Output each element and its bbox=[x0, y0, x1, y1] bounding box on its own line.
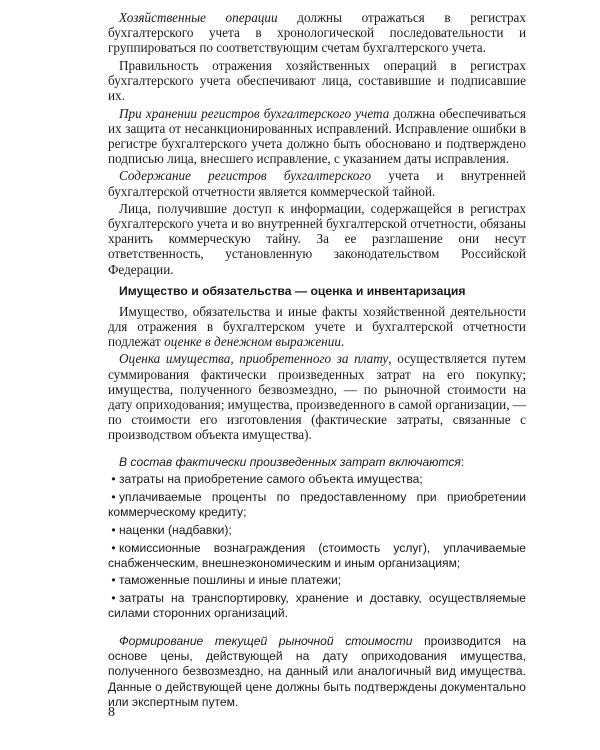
list-item bbox=[108, 472, 526, 487]
paragraph-4-text: учета и внутренней бухгалтерской отчетности является коммерческой тайной. bbox=[108, 168, 526, 199]
paragraph-1-em: Хозяйственные операции bbox=[119, 10, 278, 25]
list-item bbox=[108, 573, 526, 588]
paragraph-5-text: Лица, получившие доступ к информации, содержащейся в регистрах бухгалтерского учета и во внутренней бухгалтерской отчетности, обязаны хранить коммерческую тайну. За ее разглашение они несут ответственность, установленную законодательством Российской Федерации. bbox=[108, 201, 526, 277]
bullet-icon: • bbox=[111, 573, 116, 588]
list-item-text: таможенные пошлины и иные платежи; bbox=[119, 573, 342, 588]
list-item bbox=[108, 541, 526, 571]
list-intro-em: В состав фактически произведенных затрат включаются bbox=[119, 454, 461, 469]
cost-list bbox=[108, 472, 526, 621]
list-item-text: комиссионные вознаграждения (стоимость услуг), уплачиваемые снабженческим, внешнеэкономическим и иным организациям; bbox=[108, 540, 526, 570]
bullet-icon: • bbox=[111, 540, 116, 555]
paragraph-2-text: Правильность отражения хозяйственных операций в регистрах бухгалтерского учета обеспечивают лица, составившие и подписавшие их. bbox=[108, 57, 526, 103]
paragraph-6-end: . bbox=[340, 333, 345, 349]
list-item bbox=[108, 523, 526, 538]
bullet-icon: • bbox=[111, 489, 116, 504]
paragraph-3-text: должна обеспечиваться их защита от несанкционированных исправлений. Исправление ошибки в регистре бухгалтерского учета должно быть обосновано и подтверждено подписью лица, внесшего исправление, с указанием даты исправления. bbox=[108, 105, 526, 166]
list-item-text: уплачиваемые проценты по предоставленному при приобретении коммерческому кредиту; bbox=[108, 489, 526, 520]
paragraph-4 bbox=[108, 168, 526, 198]
paragraph-1 bbox=[108, 10, 526, 55]
paragraph-4-em: Содержание регистров бухгалтерского bbox=[119, 168, 372, 184]
page-text bbox=[108, 10, 526, 713]
bullet-icon: • bbox=[111, 591, 116, 606]
paragraph-6-em: оценке в денежном выражении bbox=[164, 333, 341, 349]
list-intro bbox=[108, 455, 526, 470]
bullet-icon: • bbox=[111, 472, 116, 487]
paragraph-6 bbox=[108, 304, 526, 349]
section-heading: Имущество и обязательства — оценка и инвентаризация bbox=[119, 283, 466, 298]
list-item bbox=[108, 591, 526, 621]
list-item-text: наценки (надбавки); bbox=[119, 522, 232, 537]
paragraph-7-text: , осуществляется путем суммирования фактически произведенных затрат на его покупку; имущества, полученного безвозмездно, — по рыночной стоимости на дату оприходования; имущества, произведенного в самой организации, — по стоимости его изготовления (фактические затраты, связанные с производством объекта имущества). bbox=[108, 351, 526, 442]
paragraph-final bbox=[108, 634, 526, 710]
paragraph-5 bbox=[108, 201, 526, 276]
cost-list-block bbox=[108, 455, 526, 711]
paragraph-final-em: Формирование текущей рыночной стоимости bbox=[119, 634, 413, 649]
page-number: 8 bbox=[108, 705, 115, 720]
list-item-text: затраты на транспортировку, хранение и доставку, осуществляемые силами сторонних организаций. bbox=[108, 591, 526, 621]
spacer bbox=[108, 624, 526, 634]
paragraph-2 bbox=[108, 58, 526, 103]
paragraph-3-em: При хранении регистров бухгалтерского учета bbox=[119, 105, 390, 121]
bullet-icon: • bbox=[111, 522, 116, 537]
list-intro-end: : bbox=[460, 454, 465, 469]
paragraph-6-text: Имущество, обязательства и иные факты хозяйственной деятельности для отражения в бухгалтерском учете и бухгалтерской отчетности подлежат bbox=[108, 303, 526, 349]
paragraph-1-text: должны отражаться в регистрах бухгалтерского учета в хронологической последовательности и группироваться по соответствующим счетам бухгалтерского учета. bbox=[108, 10, 526, 56]
paragraph-final-text: производится на основе цены, действующей на дату оприходования имущества, полученного безвозмездно, на данный или аналогичный вид имущества. Данные о действующей цене должны быть подтверждены документально или экспертным путем. bbox=[108, 634, 526, 709]
paragraph-3 bbox=[108, 106, 526, 166]
paragraph-7-em: Оценка имущества, приобретенного за плату bbox=[119, 351, 389, 367]
list-item-text: затраты на приобретение самого объекта имущества; bbox=[119, 472, 423, 487]
spacer bbox=[108, 445, 526, 455]
paragraph-7 bbox=[108, 351, 526, 442]
list-item bbox=[108, 490, 526, 520]
